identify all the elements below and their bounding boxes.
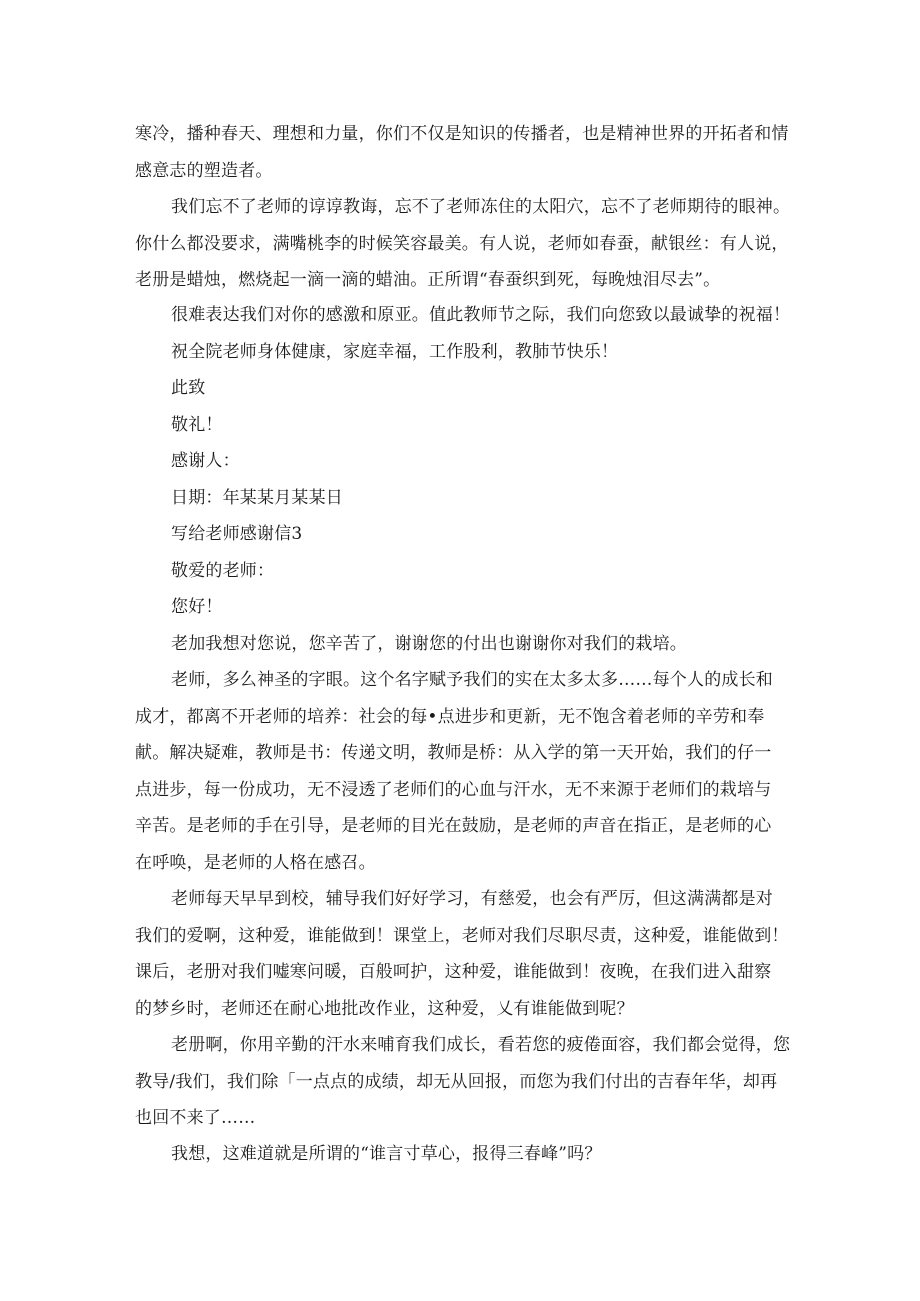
paragraph-8 — [135, 1027, 791, 1137]
signer-line — [135, 443, 780, 480]
paragraph-4 — [135, 334, 780, 371]
text-line: 很难表达我们对你的感激和原亚。值此教师节之际，我们向您致以最诚挚的祝福！ — [171, 305, 791, 325]
text-line: 成才，都离不开老师的培养：社会的每•点进步和更新，无不饱含着老师的辛劳和奉 — [135, 706, 765, 727]
text-line: 在呼唤，是老师的人格在感召。 — [135, 852, 376, 873]
paragraph-5 — [135, 626, 780, 663]
text-line: 写给老师感谢信3 — [171, 524, 303, 544]
letter-title — [135, 516, 780, 553]
text-line: 感意志的塑造者。 — [135, 160, 273, 181]
text-line: 祝全院老师身体健康，家庭幸福，工作股利，教肺节快乐！ — [171, 342, 619, 362]
salutation — [135, 553, 780, 590]
text-line: 我想，这难道就是所谓的“谁言寸草心，报得三春峰”吗？ — [171, 1144, 602, 1164]
text-line: 感谢人： — [171, 451, 240, 471]
closing-2 — [135, 407, 780, 444]
text-line: 寒冷，播种春天、理想和力量，你们不仅是知识的传播者，也是精神世界的开拓者和情 — [135, 124, 789, 144]
text-line: 老加我想对您说，您辛苦了，谢谢您的付出也谢谢你对我们的栽培。 — [171, 634, 687, 654]
text-line: 老师每天早早到校，辅导我们好好学习，有慈爱，也会有严厉，但这满满都是对 — [171, 889, 773, 909]
paragraph-1 — [135, 116, 789, 189]
text-line: 敬礼！ — [171, 415, 223, 435]
text-line: 我们的爱啊，这种爱，谁能做到！课堂上，老师对我们尽职尽责，这种爱，谁能做到！ — [135, 925, 789, 946]
text-line: 的梦乡时，老师还在耐心地批改作业，这种爱，乂有谁能做到呢？ — [135, 998, 634, 1019]
text-line: 你什么都没要求，满嘴桃李的时候笑容最美。有人说，老师如春蚕，献银丝：有人说， — [135, 233, 789, 254]
text-line: 献。解决疑难，教师是书：传递文明，教师是桥：从入学的第一天开始，我们的仔一 — [135, 743, 772, 763]
text-line: 老师，多么神圣的字眼。这个名字赋予我们的实在太多太多……每个人的成长和 — [171, 670, 773, 690]
text-line: 也回不来了…… — [135, 1108, 256, 1128]
date-line — [135, 480, 780, 517]
paragraph-6 — [135, 662, 780, 881]
text-line: 老册啊，你用辛勤的汗水来哺育我们成长，看若您的疲倦面容，我们都会觉得，您 — [171, 1035, 791, 1055]
paragraph-7 — [135, 881, 789, 1027]
text-line: 老册是蜡烛，燃烧起一滴一滴的蜡油。正所谓“春蚕织到死，每晚烛泪尽去”。 — [135, 270, 721, 290]
text-line: 您好！ — [171, 597, 223, 617]
text-line: 我们忘不了老师的谆谆教诲，忘不了老师冻住的太阳穴，忘不了老师期待的眼神。 — [171, 197, 791, 217]
text-line: 日期：年某某月某某日 — [171, 488, 343, 508]
text-line: 辛苦。是老师的手在引导，是老师的目光在鼓励，是老师的声音在指正，是老师的心 — [135, 816, 772, 836]
text-line: 教导/我们，我们除「一点点的成绩，却无从回报，而您为我们付出的吉春年华，却再 — [135, 1071, 778, 1092]
paragraph-3 — [135, 297, 791, 334]
greeting — [135, 589, 780, 626]
text-line: 点进步，每一份成功，无不浸透了老师们的心血与汗水，无不来源于老师们的栽培与 — [135, 779, 772, 800]
text-line: 敬爱的老师： — [171, 561, 275, 581]
closing-1 — [135, 370, 780, 407]
text-line: 此致 — [171, 378, 206, 398]
paragraph-9 — [135, 1136, 780, 1173]
text-line: 课后，老册对我们嘘寒问暖，百般呵护，这种爱，谁能做到！夜晚，在我们进入甜察 — [135, 962, 772, 982]
paragraph-2 — [135, 189, 791, 299]
